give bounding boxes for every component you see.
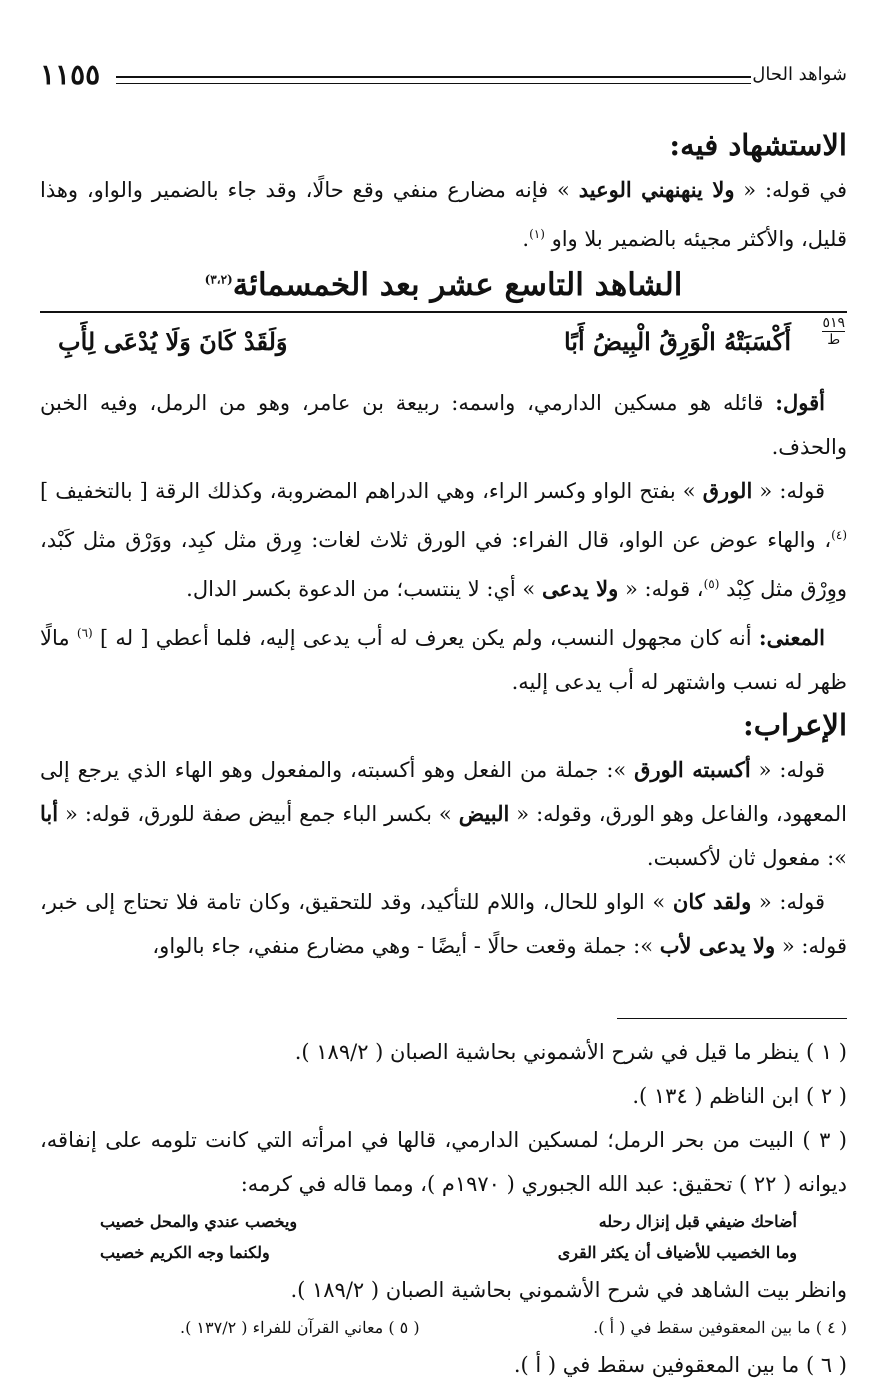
footnote-6: ( ٦ ) ما بين المعقوفين سقط في ( أ ). (513, 1353, 847, 1377)
lead-word: أقول: (775, 390, 825, 415)
text: قوله: « (752, 479, 826, 503)
text: مالًا ظهر له نسب واشتهر له أب يدعى إليه. (40, 626, 847, 694)
irab-paragraph-1 (40, 748, 847, 880)
witness-title (40, 267, 847, 303)
text: قوله: « (750, 758, 826, 782)
text: »: جملة من الفعل وهو أكسبته، والمفعول وهو الهاء الذي يرجع إلى المعهود، والفاعل وهو الورق، وقوله: « (40, 758, 847, 826)
text: . (522, 227, 530, 251)
verse-number (822, 315, 845, 348)
quoted-phrase: ولا يدعى لأب (659, 933, 776, 958)
text: »: مفعول ثان لأكسبت. (646, 846, 847, 870)
page-number: ١١٥٥ (40, 58, 101, 91)
text: »: جملة وقعت حالًا - أيضًا - وهي مضارع منفي، جاء بالواو، (152, 934, 660, 958)
footnote-poem-line-2 (40, 1237, 847, 1268)
quoted-phrase: ولا يدعى (541, 576, 619, 601)
footnote-ref: (٤) (831, 528, 847, 542)
footnote-ref: (٦) (76, 626, 93, 640)
text: ، والهاء عوض عن الواو، قال الفراء: في الورق ثلاث لغات: وِرق مثل كبِد، ووَرْق مثل كَبْد، ووِرْق مثل كِبْد (40, 528, 847, 601)
commentary-meaning (40, 611, 847, 704)
text: » بكسر الباء جمع أبيض صفة للورق، قوله: « (58, 802, 459, 826)
footnote-5: ( ٥ ) معاني القرآن للفراء ( ١٣٧/٢ ). (180, 1318, 420, 1337)
footnote-poem-line-1 (40, 1206, 847, 1237)
verse-number-text: ٥١٩ (822, 315, 845, 331)
footnote-2: ( ٢ ) ابن الناظم ( ١٣٤ ). (632, 1084, 847, 1108)
commentary-wariq (40, 469, 847, 611)
main-text (40, 128, 847, 968)
footnotes-4-5 (40, 1312, 847, 1343)
verse-meter-mark: ط (827, 332, 841, 348)
quoted-phrase: الورق (702, 478, 753, 503)
text: ، قوله: « (618, 577, 704, 601)
poem-hemistich: وما الخصيب للأضياف أن يكثر القرى (557, 1243, 797, 1262)
text: قائله هو مسكين الدارمي، واسمه: ربيعة بن عامر، وهو من الرمل، وفيه الخبن والحذف. (40, 391, 847, 459)
footnote-3: ( ٣ ) البيت من بحر الرمل؛ لمسكين الدارمي، قالها في امرأته التي كانت تلومه على إنفاقه، ديوانه ( ٢٢ ) تحقيق: عبد الله الجبوري ( ١٩٧٠م )، ومما قاله في كرمه: (40, 1128, 847, 1196)
header-rule (116, 76, 751, 84)
section-heading-irab: الإعراب: (743, 708, 847, 742)
footnote-ref: (١) (529, 227, 545, 241)
text: في قوله: « (734, 178, 847, 202)
text: » أي: لا ينتسب؛ من الدعوة بكسر الدال. (186, 577, 542, 601)
lead-word: المعنى: (758, 625, 825, 650)
hemistich-first: أَكْسَبَتْهُ الْوَرِقُ الْبِيضُ أَبًا (563, 327, 791, 356)
section-heading-istishhad: الاستشهاد فيه: (669, 128, 847, 162)
hemistich-second: وَلَقَدْ كَانَ وَلَا يُدْعَى لِأَبِ (58, 327, 288, 356)
witness-title-text: الشاهد التاسع عشر بعد الخمسمائة (232, 267, 683, 303)
quoted-phrase: ولقد كان (672, 889, 752, 914)
text: » بفتح الواو وكسر الراء، وهي الدراهم المضروبة، وكذلك الرقة [ بالتخفيف ] (40, 479, 703, 503)
istishhad-paragraph (40, 168, 847, 261)
footnote-ref: (٥) (703, 577, 720, 591)
text: » الواو للحال، واللام للتأكيد، وقد للتحقيق، وكان تامة فلا تحتاج إلى خبر، قوله: « (40, 890, 847, 958)
poem-hemistich: أضاحك ضيفي قبل إنزال رحله (598, 1212, 797, 1231)
text: » فإنه مضارع منفي وقع حالًا، وقد جاء بالضمير والواو، وهذا قليل، والأكثر مجيئه بالضمير بلا واو (40, 178, 847, 251)
footnote-rule (617, 1018, 847, 1019)
text: قوله: « (751, 890, 825, 914)
quoted-phrase: أبا (40, 801, 59, 826)
poem-hemistich: ولكنما وجه الكريم خصيب (100, 1243, 270, 1262)
commentary-author (40, 381, 847, 469)
footnote-1: ( ١ ) ينظر ما قيل في شرح الأشموني بحاشية الصبان ( ١٨٩/٢ ). (294, 1040, 847, 1064)
quoted-phrase: أكسبته الورق (634, 757, 751, 782)
verse-box (40, 311, 847, 375)
footnote-3-end: وانظر بيت الشاهد في شرح الأشموني بحاشية الصبان ( ١٨٩/٢ ). (290, 1278, 847, 1302)
text: أنه كان مجهول النسب، ولم يكن يعرف له أب يدعى إليه، فلما أعطي [ له ] (92, 626, 759, 650)
irab-paragraph-2 (40, 880, 847, 968)
footnote-4: ( ٤ ) ما بين المعقوفين سقط في ( أ ). (593, 1318, 847, 1337)
quoted-phrase: البيض (458, 801, 510, 826)
footnotes (40, 1030, 847, 1387)
poem-hemistich: ويخصب عندي والمحل خصيب (100, 1212, 298, 1231)
footnote-ref: (٣،٢) (204, 272, 233, 287)
running-title: شواهد الحال (752, 64, 847, 85)
quoted-phrase: ولا ينهنهني الوعيد (578, 177, 735, 202)
